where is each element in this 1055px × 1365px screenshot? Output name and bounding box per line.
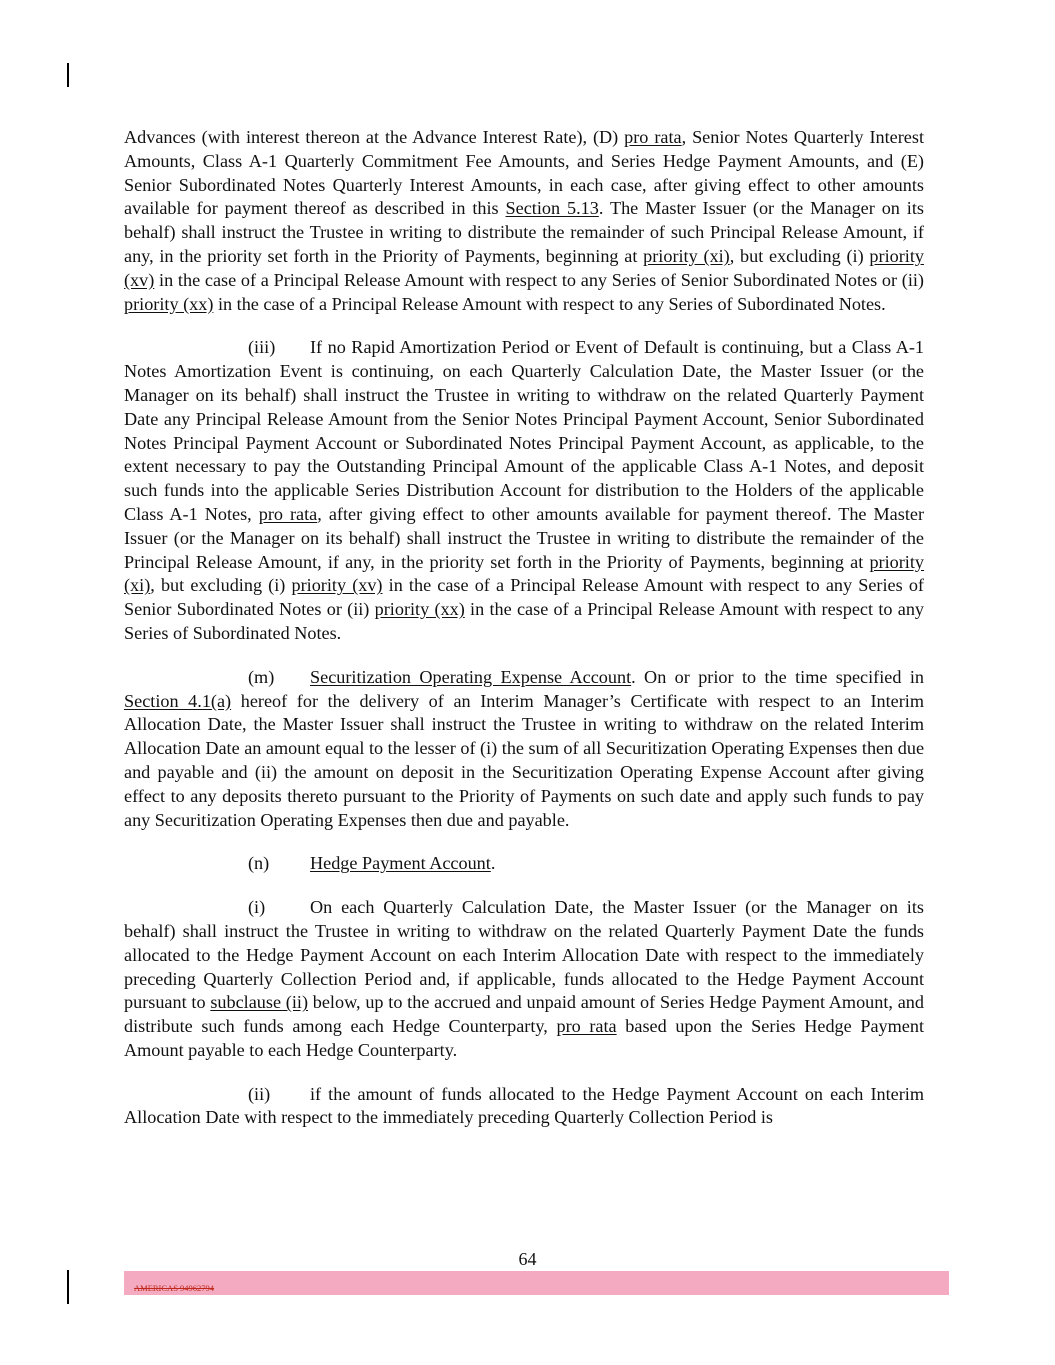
paragraph-m: (m) Securitization Operating Expense Account. On or prior to the time specified in Section 4.1(a) hereof for the delivery of an Interim Manager’s Certificate with respect to an Interim Allocation Date, the Master Issuer shall instruct the Trustee in writing to withdraw on the related Interim Allocation Date an amount equal to the lesser of (i) the sum of all Securitization Operating Expenses then due and payable and (ii) the amount on deposit in the Securitization Operating Expense Account after giving effect to any deposits thereto pursuant to the Priority of Payments on such date and apply such funds to pay any Securitization Operating Expenses then due and payable. [124, 666, 925, 830]
footer-highlight [124, 1271, 949, 1295]
cross-reference: Section 4.1(a) [124, 690, 232, 711]
clause-label: (i) [248, 897, 266, 918]
document-id: AMERICAS 94962794 [134, 1283, 215, 1293]
cross-reference: pro rata [556, 1016, 617, 1037]
clause-label: (m) [248, 666, 275, 687]
cross-reference: pro rata [624, 127, 682, 147]
cross-reference: priority (xv) [124, 245, 924, 290]
document-body [124, 126, 924, 1150]
paragraph-n: (n) Hedge Payment Account. [124, 852, 924, 876]
section-heading: Securitization Operating Expense Account [310, 666, 632, 687]
clause-label: (n) [248, 853, 270, 874]
cross-reference: priority (xi) [124, 551, 924, 596]
paragraph-n-ii: (ii) if the amount of funds allocated to the Hedge Payment Account on each Interim Allocation Date with respect to the immediately preceding Quarterly Collection Period is [124, 1083, 924, 1128]
paragraph-iii: (iii) If no Rapid Amortization Period or Event of Default is continuing, but a Class A-1 Notes Amortization Event is continuing, on each Quarterly Calculation Date, the Master Issuer (or the Manager on its behalf) shall instruct the Trustee in writing to withdraw on the related Quarterly Payment Date any Principal Release Amount from the Senior Notes Principal Payment Account, Senior Subordinated Notes Principal Payment Account or Subordinated Notes Principal Payment Account, as applicable, to the extent necessary to pay the Outstanding Principal Amount of the applicable Class A-1 Notes, and deposit such funds into the applicable Series Distribution Account for distribution to the Holders of the applicable Class A-1 Notes, pro rata, after giving effect to other amounts available for payment thereof. The Master Issuer (or the Manager on its behalf) shall instruct the Trustee in writing to distribute the remainder of the Principal Release Amount, if any, in the priority set forth in the Priority of Payments, beginning at priority (xi), but excluding (i) priority (xv) in the case of a Principal Release Amount with respect to any Series of Senior Subordinated Notes or (ii) priority (xx) in the case of a Principal Release Amount with respect to any Series of Subordinated Notes. [124, 337, 925, 643]
cross-reference: pro rata [258, 503, 318, 524]
cross-reference: priority (xi) [643, 245, 730, 266]
cross-reference: Section 5.13 [505, 198, 599, 219]
cross-reference: subclause (ii) [210, 992, 308, 1013]
cross-reference: priority (xx) [374, 599, 465, 620]
paragraph-continuation: Advances (with interest thereon at the Advance Interest Rate), (D) pro rata, Senior Notes Quarterly Interest Amounts, Class A-1 Quarterly Commitment Fee Amounts, and Series Hedge Payment Amounts, and (E) Senior Subordinated Notes Quarterly Interest Amounts, in each case, after giving effect to other amounts available for payment thereof as described in this Section 5.13. The Master Issuer (or the Manager on its behalf) shall instruct the Trustee in writing to distribute the remainder of such Principal Release Amount, if any, in the priority set forth in the Priority of Payments, beginning at priority (xi), but excluding (i) priority (xv) in the case of a Principal Release Amount with respect to any Series of Senior Subordinated Notes or (ii) priority (xx) in the case of a Principal Release Amount with respect to any Series of Subordinated Notes. [124, 127, 924, 314]
cross-reference: priority (xx) [124, 293, 214, 314]
paragraph-n-i: (i) On each Quarterly Calculation Date, the Master Issuer (or the Manager on its behalf) shall instruct the Trustee in writing to withdraw on the related Quarterly Payment Date the funds allocated to the Hedge Payment Account on each Interim Allocation Date with respect to the immediately preceding Quarterly Collection Period and, if applicable, funds allocated to the Hedge Payment Account pursuant to subclause (ii) below, up to the accrued and unpaid amount of Series Hedge Payment Amount, and distribute such funds among each Hedge Counterparty, pro rata based upon the Series Hedge Payment Amount payable to each Hedge Counterparty. [124, 897, 925, 1060]
cross-reference: priority (xv) [291, 575, 383, 596]
section-heading: Hedge Payment Account [310, 853, 491, 874]
page-number: 64 [518, 1249, 537, 1269]
clause-label: (ii) [248, 1083, 271, 1104]
revision-bar-top [67, 63, 69, 87]
revision-bar-bottom [67, 1270, 69, 1304]
clause-label: (iii) [248, 337, 276, 358]
